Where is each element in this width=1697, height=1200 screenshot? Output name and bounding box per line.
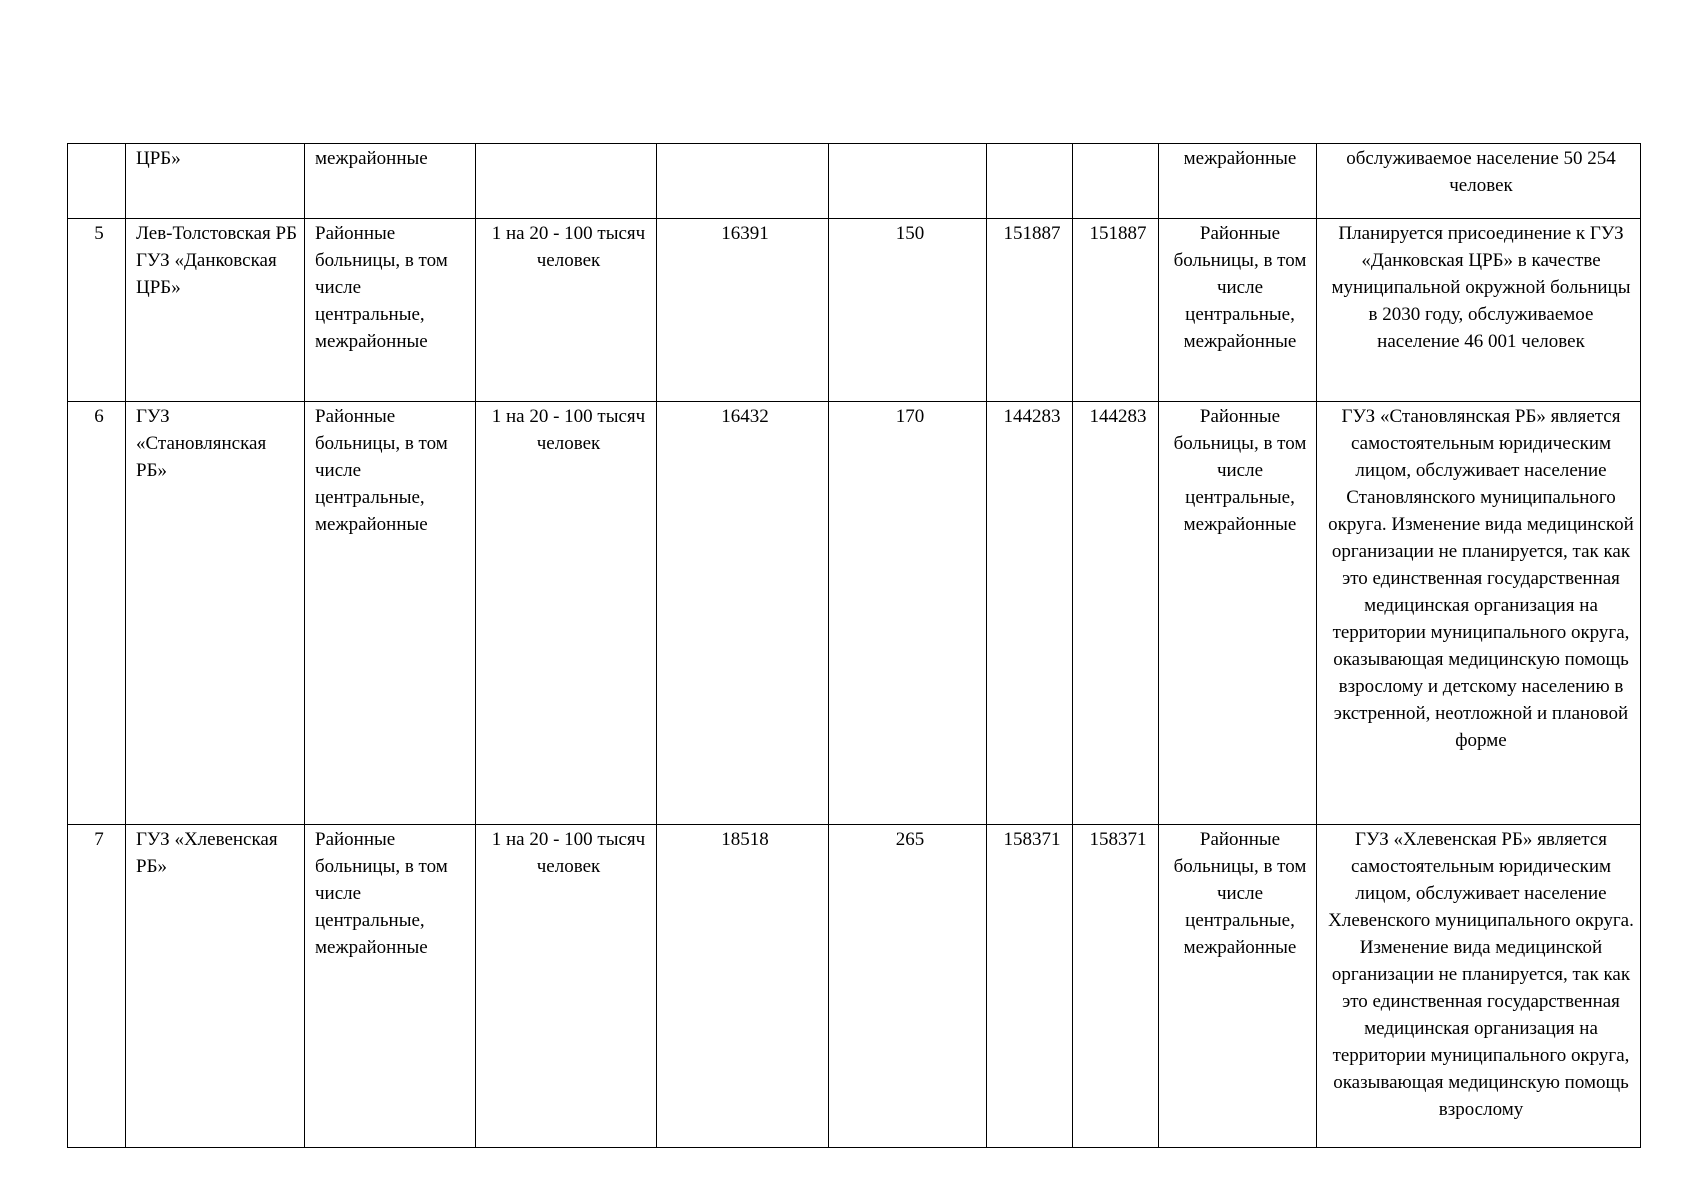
- organization-type: межрайонные: [305, 144, 476, 219]
- organization-name: ЦРБ»: [126, 144, 305, 219]
- planned-type: Районные больницы, в том числе центральные, межрайонные: [1159, 825, 1317, 1148]
- planned-type: Районные больницы, в том числе центральные, межрайонные: [1159, 219, 1317, 402]
- row-number: 7: [68, 825, 126, 1148]
- value-cell-1: [657, 144, 829, 219]
- organization-type: Районные больницы, в том числе центральные, межрайонные: [305, 219, 476, 402]
- row-number: [68, 144, 126, 219]
- value-cell-3: 158371: [987, 825, 1073, 1148]
- value-cell-3: 151887: [987, 219, 1073, 402]
- value-cell-4: 151887: [1073, 219, 1159, 402]
- note-cell: ГУЗ «Становлянская РБ» является самостоятельным юридическим лицом, обслуживает население Становлянского муниципального округа. Изменение вида медицинской организации не планируется, так как это единственная государственная медицинская организация на территории муниципального округа, оказывающая медицинскую помощь взрослому и детскому населению в экстренной, неотложной и плановой форме: [1317, 402, 1641, 825]
- value-cell-4: 144283: [1073, 402, 1159, 825]
- table-row: [68, 144, 1641, 219]
- note-cell: Планируется присоединение к ГУЗ «Данковская ЦРБ» в качестве муниципальной окружной больницы в 2030 году, обслуживаемое население 46 001 человек: [1317, 219, 1641, 402]
- table-row: [68, 825, 1641, 1148]
- norm-cell: [476, 144, 657, 219]
- organization-type: Районные больницы, в том числе центральные, межрайонные: [305, 402, 476, 825]
- value-cell-1: 16432: [657, 402, 829, 825]
- value-cell-4: [1073, 144, 1159, 219]
- planned-type: Районные больницы, в том числе центральные, межрайонные: [1159, 402, 1317, 825]
- organization-type: Районные больницы, в том числе центральные, межрайонные: [305, 825, 476, 1148]
- note-cell: ГУЗ «Хлевенская РБ» является самостоятельным юридическим лицом, обслуживает население Хлевенского муниципального округа. Изменение вида медицинской организации не планируется, так как это единственная государственная медицинская организация на территории муниципального округа, оказывающая медицинскую помощь взрослому: [1317, 825, 1641, 1148]
- row-number: 6: [68, 402, 126, 825]
- norm-cell: 1 на 20 - 100 тысяч человек: [476, 825, 657, 1148]
- value-cell-4: 158371: [1073, 825, 1159, 1148]
- table-row: [68, 402, 1641, 825]
- note-cell: обслуживаемое население 50 254 человек: [1317, 144, 1641, 219]
- value-cell-3: 144283: [987, 402, 1073, 825]
- value-cell-1: 16391: [657, 219, 829, 402]
- organization-name: Лев-Толстовская РБ ГУЗ «Данковская ЦРБ»: [126, 219, 305, 402]
- value-cell-2: 150: [829, 219, 987, 402]
- table-row: [68, 219, 1641, 402]
- organization-name: ГУЗ «Становлянская РБ»: [126, 402, 305, 825]
- organization-name: ГУЗ «Хлевенская РБ»: [126, 825, 305, 1148]
- value-cell-2: 170: [829, 402, 987, 825]
- row-number: 5: [68, 219, 126, 402]
- planned-type: межрайонные: [1159, 144, 1317, 219]
- value-cell-2: [829, 144, 987, 219]
- norm-cell: 1 на 20 - 100 тысяч человек: [476, 402, 657, 825]
- hospitals-table: [67, 143, 1641, 1148]
- value-cell-2: 265: [829, 825, 987, 1148]
- norm-cell: 1 на 20 - 100 тысяч человек: [476, 219, 657, 402]
- value-cell-3: [987, 144, 1073, 219]
- value-cell-1: 18518: [657, 825, 829, 1148]
